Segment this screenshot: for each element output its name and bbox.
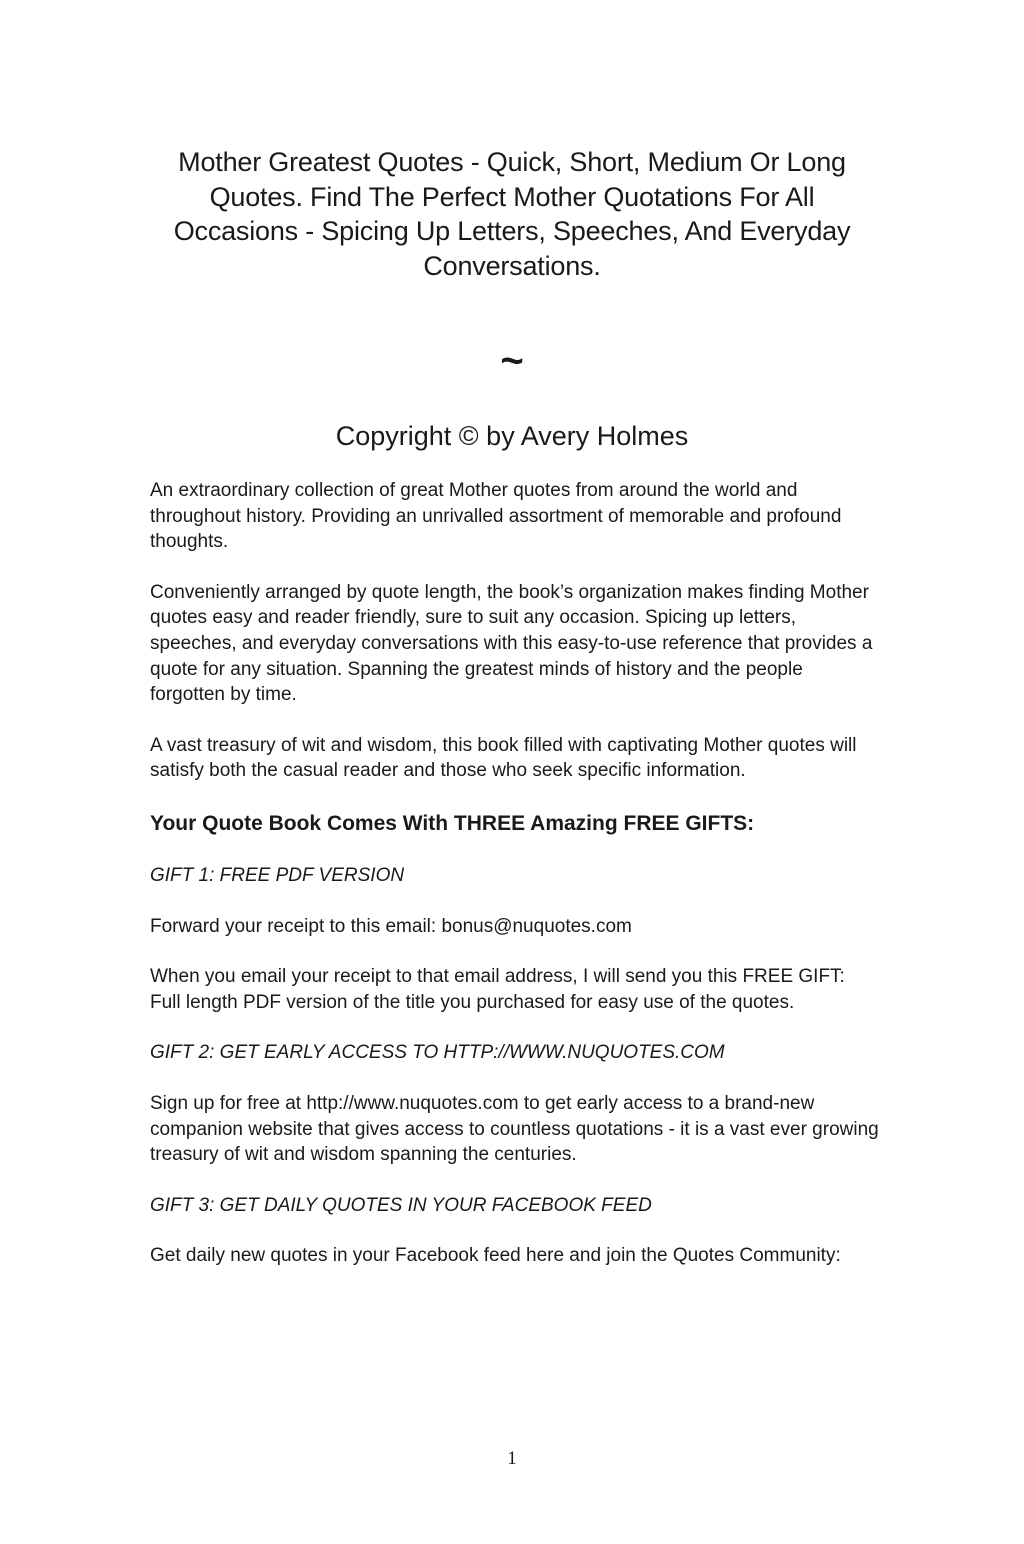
book-title: Mother Greatest Quotes - Quick, Short, Medium Or Long Quotes. Find The Perfect Mother Quotations For All Occasions - Spicing Up Letters, Speeches, And Everyday Conversations. — [173, 147, 851, 281]
copyright-line: Copyright © by Avery Holmes — [335, 421, 689, 451]
arrangement-paragraph: Conveniently arranged by quote length, the book’s organization makes finding Mother quotes easy and reader friendly, sure to suit any occasion. Spicing up letters, speeches, and everyday conversations with this easy-to-use reference that provides a quote for any situation. Spanning the greatest minds of history and the people forgotten by time. — [150, 581, 873, 706]
gift-1-description: When you email your receipt to that email address, I will send you this FREE GIFT: Full length PDF version of the title you purchased for easy use of the quotes. — [150, 966, 845, 1013]
gift-3-description: Get daily new quotes in your Facebook feed here and join the Quotes Community: — [150, 1245, 841, 1267]
gift-1-email-line: Forward your receipt to this email: bonus@nuquotes.com — [150, 915, 632, 937]
gift-3-title: GIFT 3: GET DAILY QUOTES IN YOUR FACEBOOK FEED — [150, 1194, 652, 1216]
intro-paragraph: An extraordinary collection of great Mother quotes from around the world and throughout history. Providing an unrivalled assortment of memorable and profound thoughts. — [150, 480, 842, 553]
gift-1-title: GIFT 1: FREE PDF VERSION — [150, 864, 405, 886]
page-number: 1 — [507, 1448, 517, 1469]
treasury-paragraph: A vast treasury of wit and wisdom, this book filled with captivating Mother quotes will satisfy both the casual reader and those who seek specific information. — [150, 734, 857, 782]
body-text — [150, 478, 880, 1269]
gifts-heading: Your Quote Book Comes With THREE Amazing FREE GIFTS: — [150, 811, 755, 835]
separator: ~ — [500, 339, 524, 383]
gift-2-description: Sign up for free at http://www.nuquotes.com to get early access to a brand-new companion website that gives access to countless quotations - it is a vast ever growing treasury of wit and wisdom spanning the centuries. — [150, 1092, 879, 1166]
gift-2-title: GIFT 2: GET EARLY ACCESS TO HTTP://WWW.NUQUOTES.COM — [150, 1042, 725, 1064]
